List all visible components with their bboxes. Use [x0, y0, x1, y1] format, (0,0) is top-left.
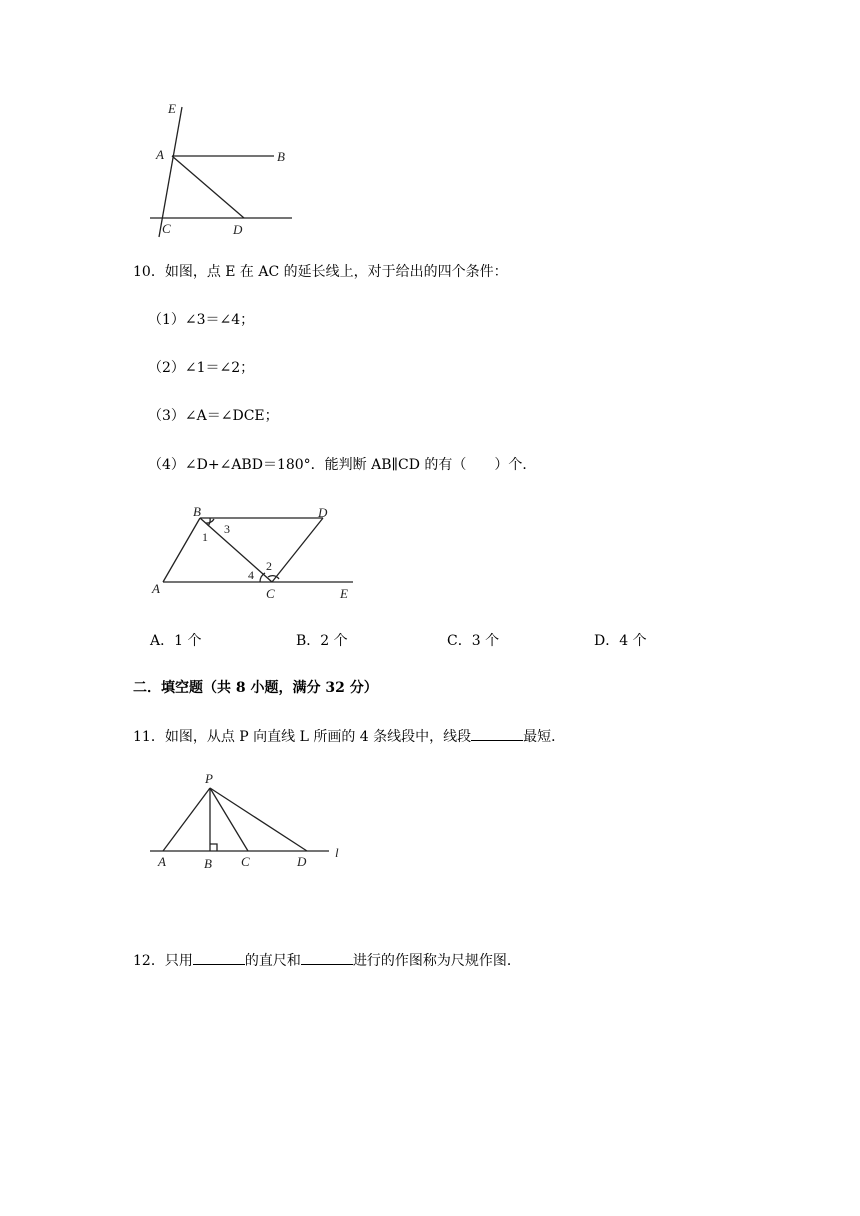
q12-blank-2[interactable]: [301, 950, 353, 965]
q10-option-b[interactable]: B．2 个: [296, 633, 348, 649]
q10-condition-4: （4）∠D+∠ABD＝180°．能判断 AB∥CD 的有（ ）个．: [148, 457, 537, 473]
label-3: 3: [224, 522, 230, 536]
section-heading: 二．填空题（共 8 小题，满分 32 分）: [133, 680, 378, 696]
label-d: D: [318, 505, 328, 520]
q10-condition-3: （3）∠A＝∠DCE；: [148, 408, 279, 424]
label-1: 1: [202, 530, 208, 544]
q12-part1: 12．只用: [133, 953, 193, 969]
label-d: D: [233, 222, 243, 237]
label-a: A: [156, 147, 164, 162]
q11-text-before: 11．如图，从点 P 向直线 L 所画的 4 条线段中，线段: [133, 729, 472, 745]
label-c: C: [266, 586, 275, 601]
label-d: D: [297, 854, 307, 869]
label-a: A: [152, 581, 160, 596]
label-e: E: [168, 101, 176, 116]
right-angle-mark: [210, 844, 217, 851]
label-e: E: [340, 586, 348, 601]
q12-part3: 进行的作图称为尺规作图．: [352, 953, 521, 969]
q12-blank-1[interactable]: [193, 950, 245, 965]
label-c: C: [162, 221, 171, 236]
q10-stem: 10．如图，点 E 在 AC 的延长线上，对于给出的四个条件：: [133, 264, 508, 280]
label-b: B: [277, 149, 285, 164]
label-b: B: [204, 856, 212, 871]
q10-condition-1: （1）∠3＝∠4；: [148, 312, 255, 328]
figure-q10: [148, 500, 363, 605]
line-bc: [200, 518, 272, 582]
label-l: l: [335, 845, 339, 860]
q11-text-after: 最短．: [523, 729, 566, 745]
q10-condition-2: （2）∠1＝∠2；: [148, 360, 255, 376]
label-c: C: [241, 854, 250, 869]
q10-option-a[interactable]: A．1 个: [150, 633, 202, 649]
label-a: A: [158, 854, 166, 869]
segment-pa: [163, 788, 210, 851]
segment-pd: [210, 788, 307, 851]
q10-option-c[interactable]: C．3 个: [447, 633, 500, 649]
q10-option-d[interactable]: D．4 个: [594, 633, 647, 649]
label-2: 2: [266, 559, 272, 573]
q11-text: [133, 726, 565, 747]
angle-3-arc: [208, 518, 210, 526]
label-p: P: [205, 771, 213, 786]
segment-pc: [210, 788, 248, 851]
q12-part2: 的直尺和: [244, 953, 301, 969]
q11-answer-blank[interactable]: [471, 726, 523, 741]
line-ad: [172, 156, 244, 218]
label-b: B: [193, 504, 201, 519]
figure-q9: [140, 95, 310, 245]
line-ab: [163, 518, 200, 582]
figure-q11: [145, 768, 355, 873]
line-dc: [272, 518, 323, 582]
label-4: 4: [248, 568, 254, 582]
q12-text: [133, 950, 521, 971]
